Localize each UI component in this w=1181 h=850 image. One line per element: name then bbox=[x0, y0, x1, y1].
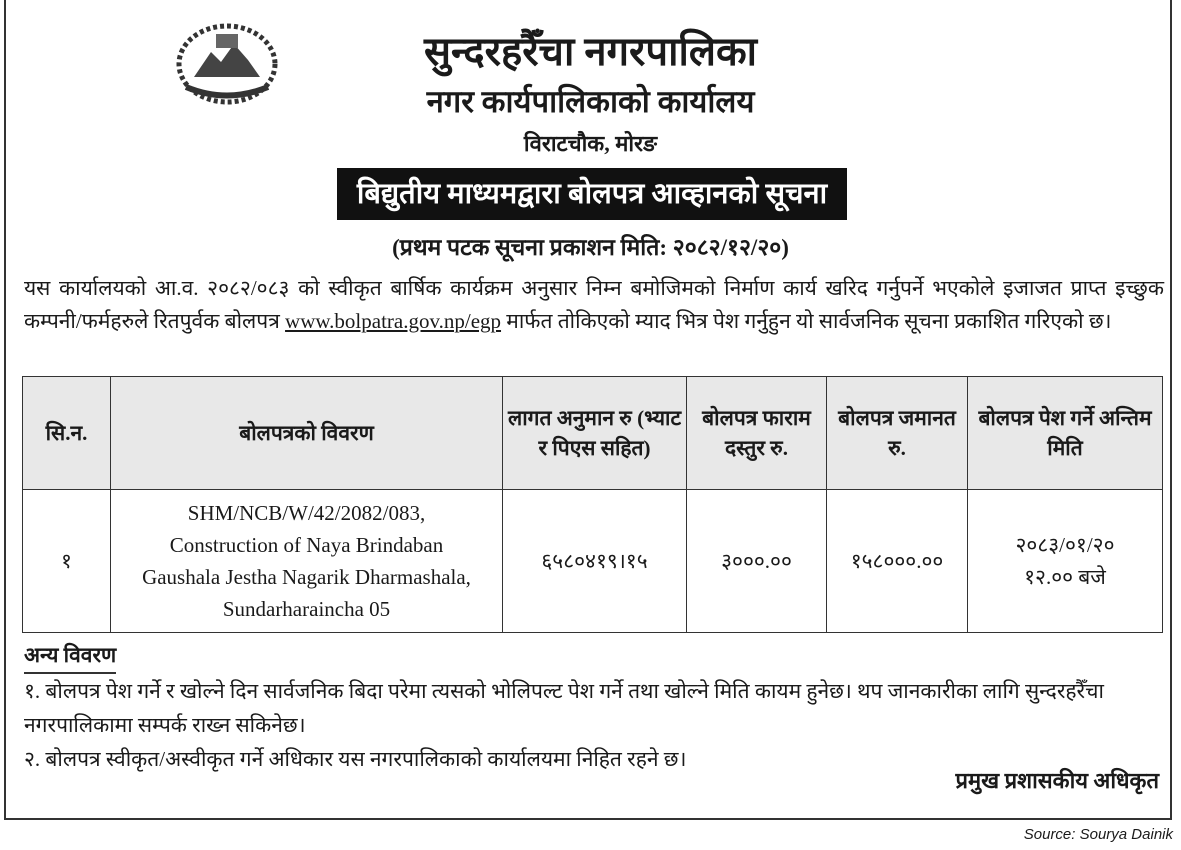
other-details-heading: अन्य विवरण bbox=[24, 638, 116, 674]
col-deadline: बोलपत्र पेश गर्ने अन्तिम मिति bbox=[968, 377, 1163, 490]
cell-security: १५८०००.०० bbox=[827, 490, 968, 633]
cell-form-fee: ३०००.०० bbox=[687, 490, 827, 633]
cell-deadline bbox=[968, 490, 1163, 633]
notice-paragraph bbox=[24, 272, 1164, 338]
cell-sn: १ bbox=[23, 490, 111, 633]
table-row bbox=[23, 490, 1163, 633]
publish-date: (प्रथम पटक सूचना प्रकाशन मिति: २०८२/१२/२०) bbox=[392, 235, 789, 260]
bolpatra-link[interactable]: www.bolpatra.gov.np/egp bbox=[285, 309, 502, 333]
other-item: २. बोलपत्र स्वीकृत/अस्वीकृत गर्ने अधिकार यस नगरपालिकाको कार्यालयमा निहित रहने छ। bbox=[24, 747, 687, 771]
office-subtitle: नगर कार्यपालिकाको कार्यालय bbox=[426, 84, 755, 119]
source-credit: Source: Sourya Dainik bbox=[1023, 826, 1173, 843]
office-address: विराटचौक, मोरङ bbox=[523, 131, 658, 156]
signatory: प्रमुख प्रशासकीय अधिकृत bbox=[955, 768, 1159, 793]
bid-table bbox=[22, 376, 1163, 633]
col-sn: सि.न. bbox=[23, 377, 111, 490]
table-header-row bbox=[23, 377, 1163, 490]
col-form-fee: बोलपत्र फाराम दस्तुर रु. bbox=[687, 377, 827, 490]
other-item: १. बोलपत्र पेश गर्ने र खोल्ने दिन सार्वजनिक बिदा परेमा त्यसको भोलिपल्ट पेश गर्ने तथा खोल्ने मिति कायम हुनेछ। थप जानकारीका लागि सुन्दरहरैँचा नगरपालिकामा सम्पर्क राख्न सकिनेछ। bbox=[24, 679, 1104, 737]
col-description: बोलपत्रको विवरण bbox=[111, 377, 503, 490]
deadline-time: १२.०० बजे bbox=[1024, 565, 1106, 589]
municipality-title: सुन्दरहरैँचा नगरपालिका bbox=[423, 29, 758, 74]
cell-description: SHM/NCB/W/42/2082/083, Construction of Naya Brindaban Gaushala Jestha Nagarik Dharmashala, Sundarharaincha 05 bbox=[111, 490, 503, 633]
paragraph-text-after: मार्फत तोकिएको म्याद भित्र पेश गर्नुहुन यो सार्वजनिक सूचना प्रकाशित गरिएको छ। bbox=[506, 309, 1112, 333]
cell-estimate: ६५८०४१९।१५ bbox=[503, 490, 687, 633]
deadline-date: २०८३/०१/२० bbox=[1015, 533, 1115, 557]
col-security: बोलपत्र जमानत रु. bbox=[827, 377, 968, 490]
notice-title-banner: बिद्युतीय माध्यमद्वारा बोलपत्र आव्हानको सूचना bbox=[337, 168, 847, 220]
other-details bbox=[24, 638, 1164, 776]
paragraph-text-before: यस कार्यालयको आ.व. २०८२/०८३ को स्वीकृत बार्षिक कार्यक्रम अनुसार निम्न बमोजिमको निर्माण कार्य खरिद गर्नुपर्ने भएकोले इजाजत प्राप्त इच्छुक कम्पनी/फर्महरुले रितपुर्वक बोलपत्र bbox=[24, 276, 1164, 333]
col-estimate: लागत अनुमान रु (भ्याट र पिएस सहित) bbox=[503, 377, 687, 490]
